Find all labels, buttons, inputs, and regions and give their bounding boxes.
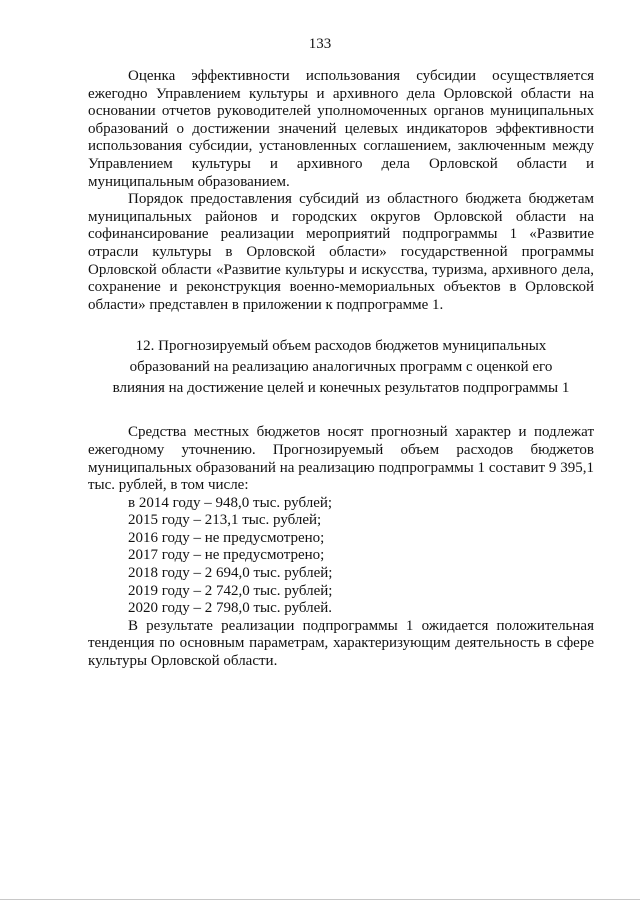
section-heading-line: влияния на достижение целей и конечных результатов подпрограммы 1 bbox=[112, 380, 570, 397]
list-item: 2016 году – не предусмотрено; bbox=[128, 529, 325, 546]
list-item: 2015 году – 213,1 тыс. рублей; bbox=[128, 512, 322, 529]
list-item: 2019 году – 2 742,0 тыс. рублей; bbox=[128, 582, 333, 599]
section-heading bbox=[88, 336, 594, 399]
yearly-amounts-list bbox=[88, 495, 594, 618]
paragraph-subsidy-procedure: Порядок предоставления субсидий из областного бюджета бюджетам муниципальных районов и городских округов Орловской области на софинансирование реализации мероприятий подпрограммы 1 «Развитие отрасли культуры в Орловской области» государственной программы Орловской области «Развитие культуры и искусства, туризма, архивного дела, сохранение и реконструкция военно-мемориальных объектов в Орловской области» представлен в приложении к подпрограмме 1. bbox=[88, 191, 594, 313]
list-item: 2017 году – не предусмотрено; bbox=[128, 547, 325, 564]
section-heading-line: образований на реализацию аналогичных программ с оценкой его bbox=[129, 359, 553, 376]
section-heading-line: 12. Прогнозируемый объем расходов бюджетов муниципальных bbox=[135, 338, 547, 355]
paragraph-forecast-intro: Средства местных бюджетов носят прогнозный характер и подлежат ежегодному уточнению. Прогнозируемый объем расходов бюджетов муниципальных образований на реализацию подпрограммы 1 составит 9 395,1 тыс. рублей, в том числе: bbox=[88, 424, 594, 494]
scan-edge-line bbox=[0, 899, 640, 900]
list-item: в 2014 году – 948,0 тыс. рублей; bbox=[128, 494, 333, 511]
page-number: 133 bbox=[308, 36, 332, 52]
paragraph-conclusion: В результате реализации подпрограммы 1 ожидается положительная тенденция по основным параметрам, характеризующим деятельность в сфере культуры Орловской области. bbox=[88, 617, 594, 670]
page-content bbox=[88, 68, 594, 671]
paragraph-subsidy-evaluation: Оценка эффективности использования субсидии осуществляется ежегодно Управлением культуры и архивного дела Орловской области на основании отчетов руководителей уполномоченных органов муниципальных образований о достижении значений целевых индикаторов эффективности использования субсидии, установленных соглашением, заключенным между Управлением культуры и архивного дела Орловской области и муниципальным образованием. bbox=[88, 68, 594, 190]
list-item: 2018 году – 2 694,0 тыс. рублей; bbox=[128, 565, 333, 582]
list-item: 2020 году – 2 798,0 тыс. рублей. bbox=[128, 600, 333, 617]
